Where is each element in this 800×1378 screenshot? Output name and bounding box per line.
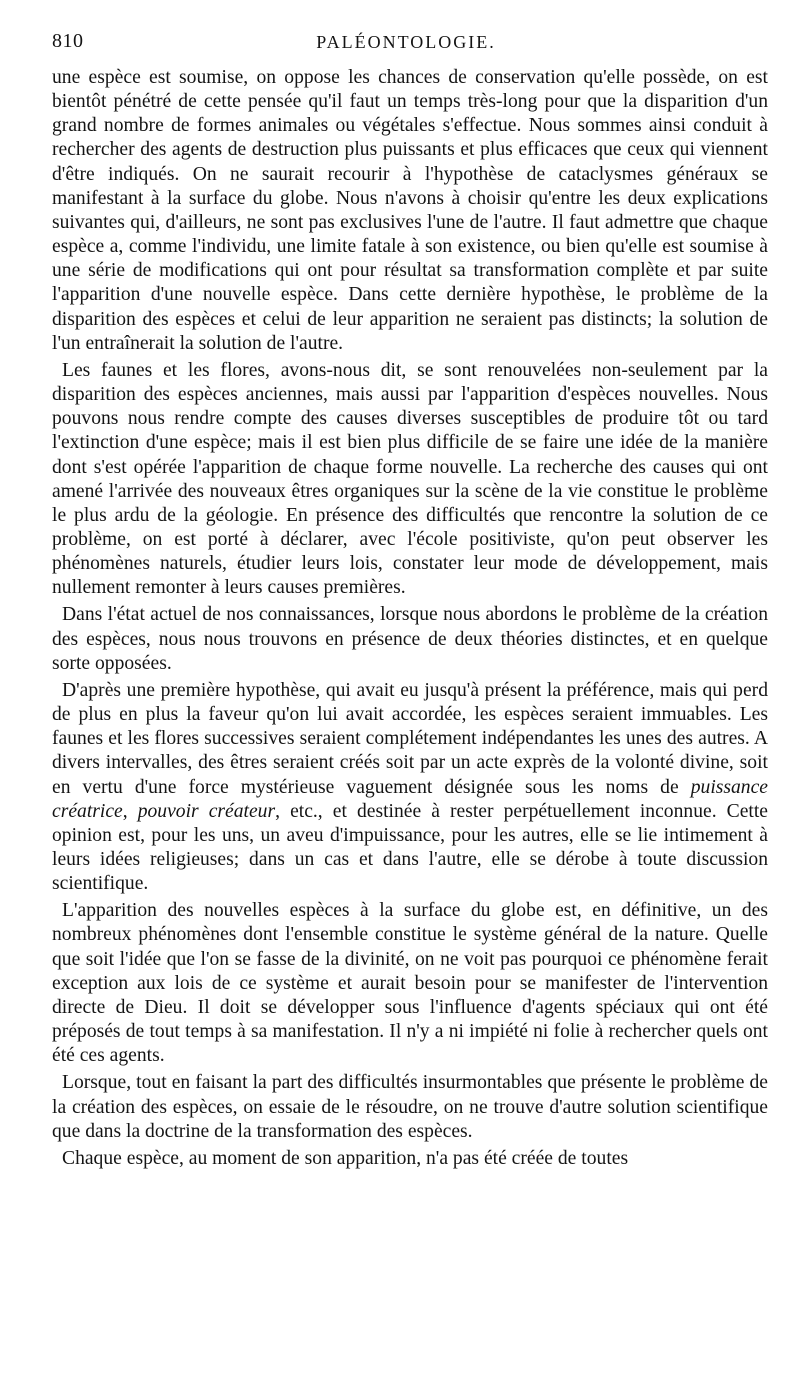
paragraph-4-text-before: D'après une première hypothèse, qui avait eu jusqu'à présent la préférence, mais qui perd de plus en plus la faveur qu'on lui avait accordée, les espèces seraient immuables. Les faunes et les flores successives seraient complétement indépendantes les unes des autres. A divers intervalles, des êtres seraient créés soit par un acte exprès de la volonté divine, soit en vertu d'une force mystérieuse vaguement désignée sous les noms de [52,679,768,798]
paragraph-1: une espèce est soumise, on oppose les chances de conservation qu'elle possède, on est bientôt pénétré de cette pensée qu'il faut un temps très-long pour que la disparition d'un grand nombre de formes animales ou végétales s'effectue. Nous sommes ainsi conduit à rechercher des agents de destruction plus puissants et plus efficaces que ceux qui viennent d'être indiqués. On ne saurait recourir à l'hypothèse de cataclysmes généraux se manifestant à la surface du globe. Nous n'avons à choisir qu'entre les deux explications suivantes qui, d'ailleurs, ne sont pas exclusives l'une de l'autre. Il faut admettre que chaque espèce a, comme l'individu, une limite fatale à son existence, ou bien qu'elle est soumise à une série de modifications qui ont pour résultat sa transformation complète et par suite l'apparition d'une nouvelle espèce. Dans cette dernière hypothèse, le problème de la disparition des espèces et celui de leur apparition ne seraient pas distincts; la solution de l'un entraînerait la solution de l'autre. [52,67,768,354]
paragraph-4-text-middle: , [122,800,138,822]
paragraph-5: L'apparition des nouvelles espèces à la surface du globe est, en définitive, un des nombreux phénomènes dont l'ensemble constitue le système général de la nature. Quelle que soit l'idée que l'on se fasse de la divinité, on ne voit pas pourquoi ce phénomène ferait exception aux lois de ce système et aurait besoin pour se manifester de l'intervention directe de Dieu. Il doit se développer sous l'influence d'agents spéciaux qui ont été préposés de tout temps à sa manifestation. Il n'y a ni impiété ni folie à rechercher quels ont été ces agents. [52,900,768,1067]
paragraph-6: Lorsque, tout en faisant la part des difficultés insurmontables que présente le problème de la création des espèces, on essaie de le résoudre, on ne trouve d'autre solution scientifique que dans la doctrine de la transformation des espèces. [52,1072,768,1142]
running-title: PALÉONTOLOGIE. [316,32,496,52]
italic-term-pouvoir-createur: pouvoir créateur [137,800,276,822]
page-header [52,30,760,60]
paragraph-2: Les faunes et les flores, avons-nous dit, se sont renouvelées non-seulement par la disparition des espèces anciennes, mais aussi par l'apparition d'espèces nouvelles. Nous pouvons nous rendre compte des causes diverses susceptibles de produire tôt ou tard l'extinction d'une espèce; mais il est bien plus difficile de se faire une idée de la manière dont s'est opérée l'apparition de chaque forme nouvelle. La recherche des causes qui ont amené l'arrivée des nouveaux êtres organiques sur la scène de la vie constitue le problème le plus ardu de la géologie. En présence des difficultés que rencontre la solution de ce problème, on est porté à déclarer, avec l'école positiviste, qu'on peut observer les phénomènes naturels, étudier leurs lois, constater leur mode de développement, mais nullement remonter à leurs causes premières. [52,359,768,599]
paragraph-7: Chaque espèce, au moment de son apparition, n'a pas été créée de toutes [62,1147,629,1169]
paragraph-3: Dans l'état actuel de nos connaissances, lorsque nous abordons le problème de la création des espèces, nous nous trouvons en présence de deux théories distinctes, et en quelque sorte opposées. [52,604,768,674]
page-number: 810 [52,30,84,52]
paragraph-4 [52,679,768,896]
italic-term-puissance-creatrice: puissance créatrice [52,776,768,822]
paragraph-4-text-after: , etc., et destinée à rester perpétuellement inconnue. Cette opinion est, pour les uns, un aveu d'impuissance, pour les autres, elle se lie intimement à leurs idées religieuses; dans un cas et dans l'autre, elle se dérobe à toute discussion scientifique. [52,800,769,895]
body-text [52,66,768,1171]
